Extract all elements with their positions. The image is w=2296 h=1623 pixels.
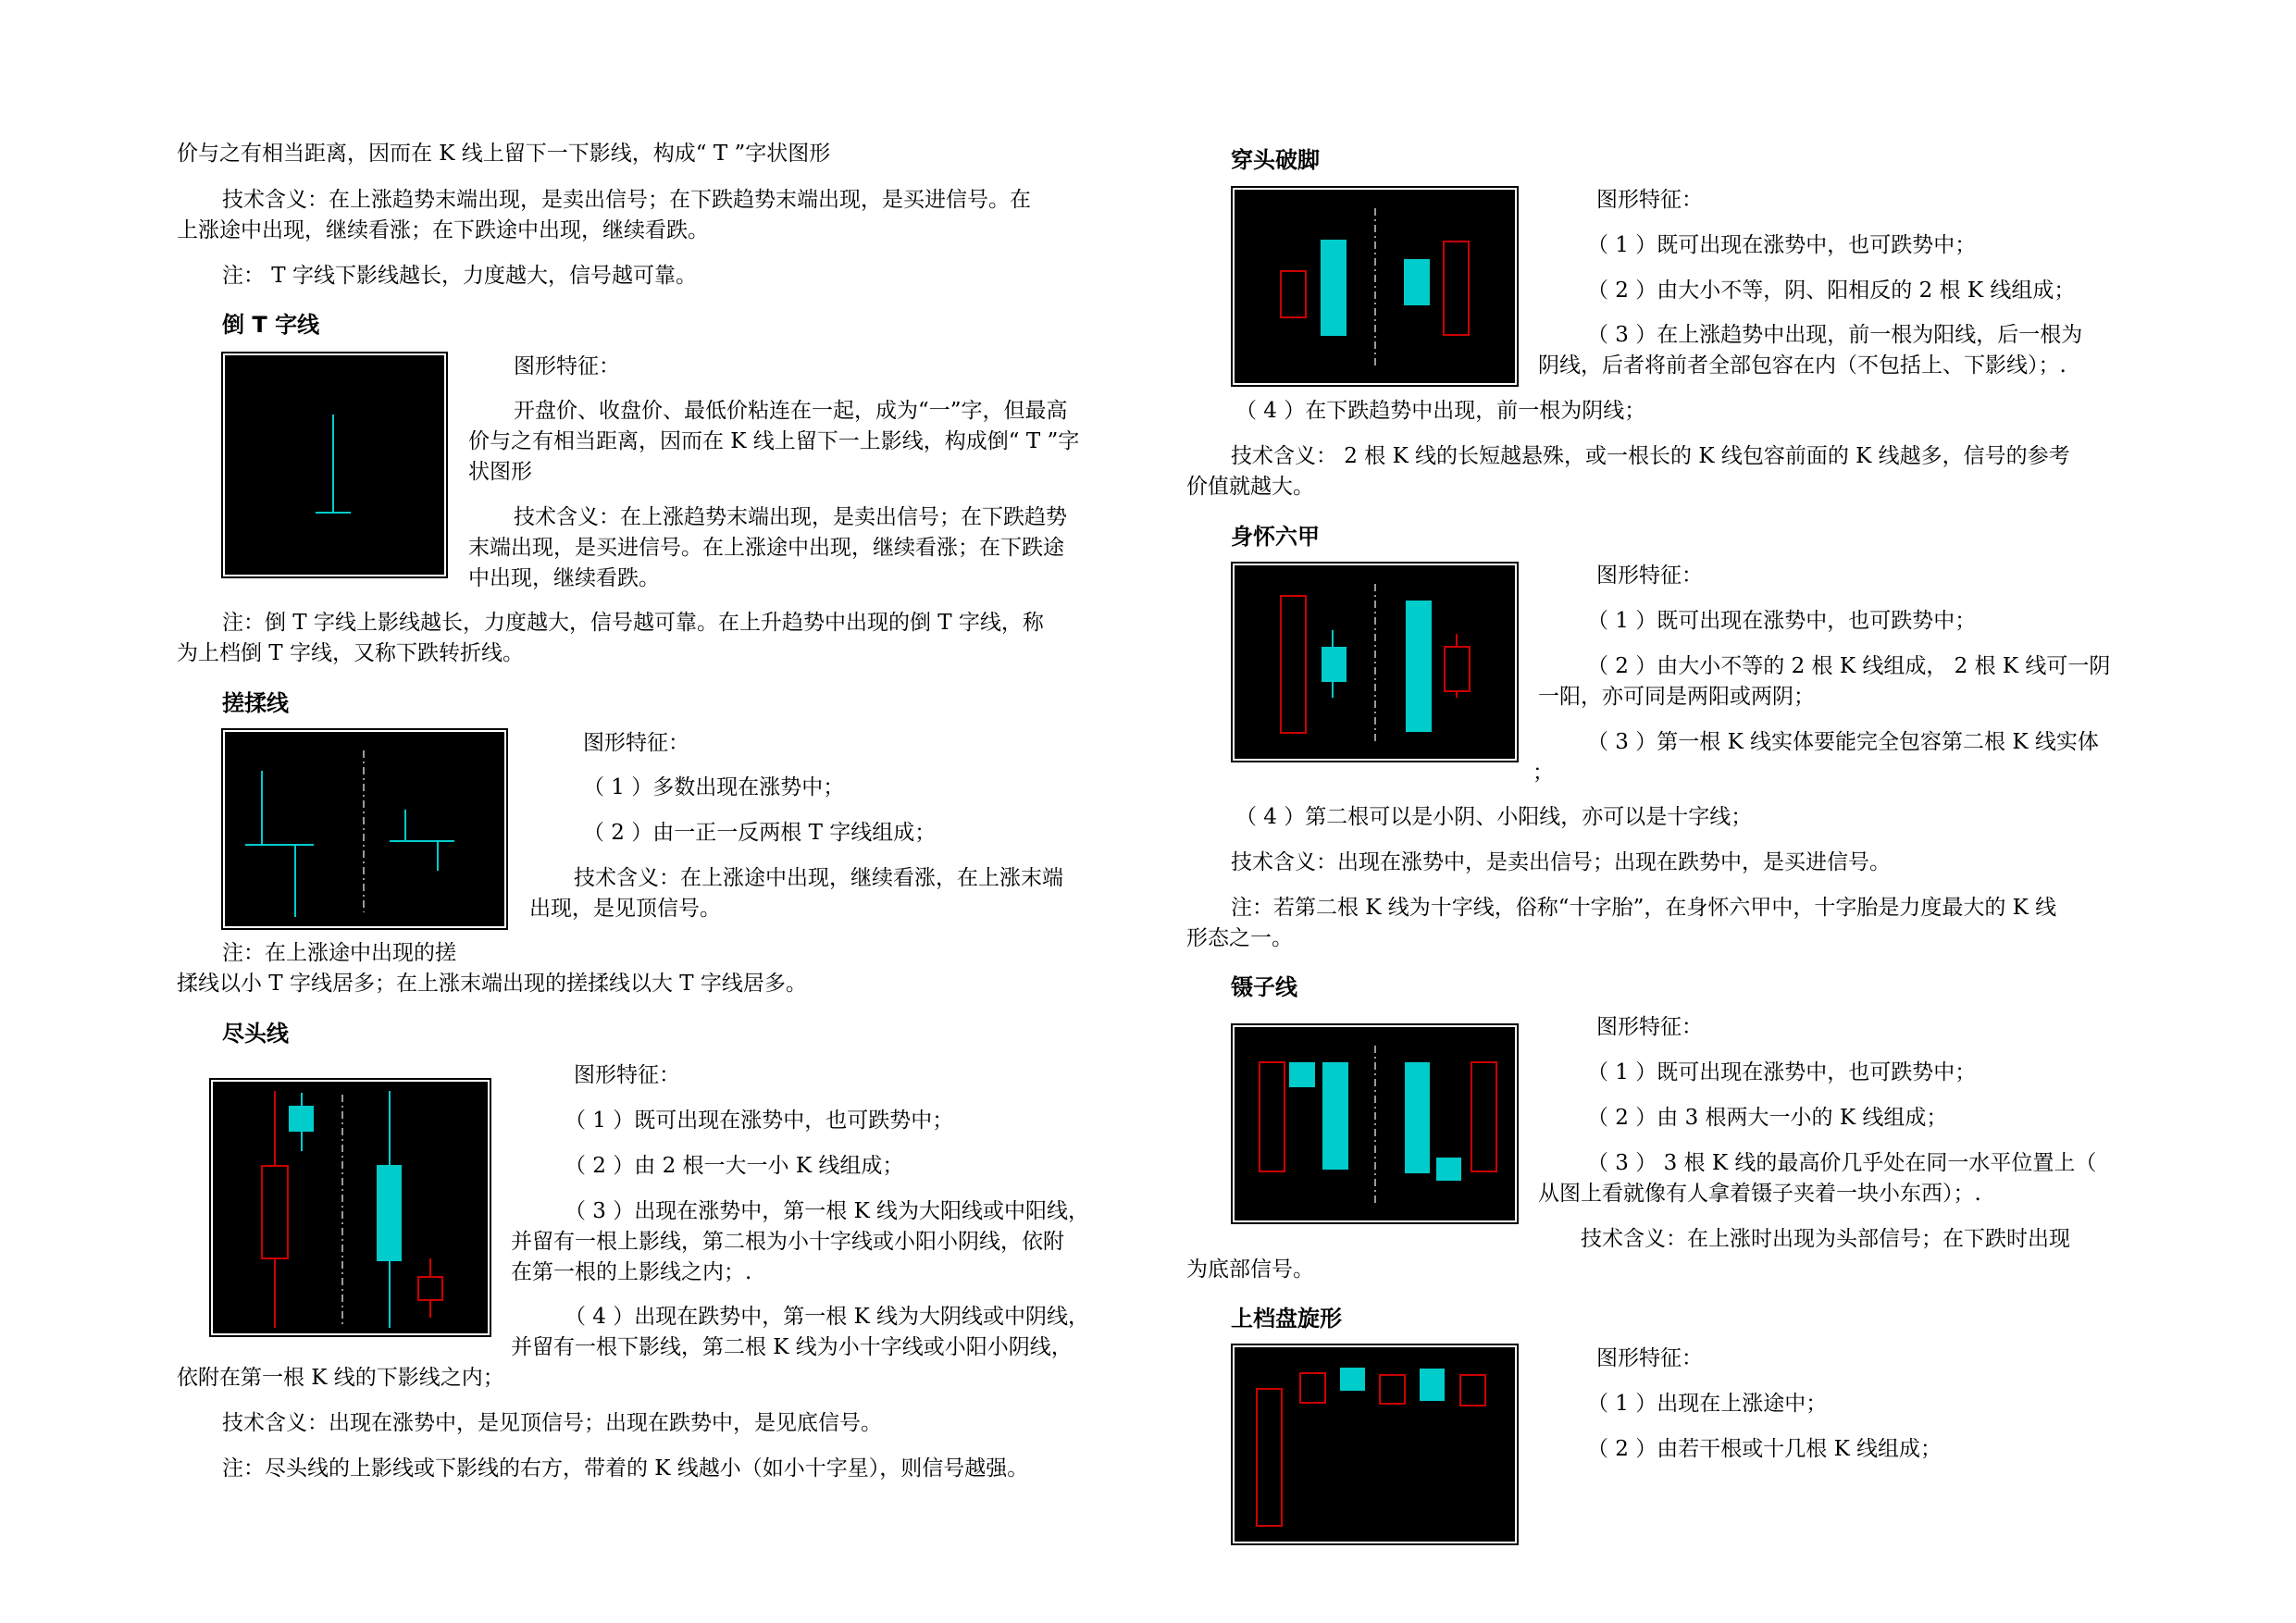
piercing-figure (1231, 186, 1519, 387)
piercing-tech: 技术含义： 2 根 K 线的长短越悬殊，或一根长的 K 线包容前面的 K 线越多，信号的参考 (1231, 444, 2070, 468)
section-title-piercing: 穿头破脚 (1231, 147, 1320, 173)
upper-consolidation-item: （ 1 ）出现在上涨途中； (1587, 1392, 1828, 1416)
harami-item: ； (1533, 761, 1554, 785)
tweezers-item: （ 2 ）由 3 根两大一小的 K 线组成； (1587, 1106, 1948, 1130)
tweezers-tech: 技术含义：在上涨时出现为头部信号；在下跌时出现 (1581, 1227, 2070, 1251)
harami-item: （ 3 ）第一根 K 线实体要能完全包容第二根 K 线实体 (1587, 730, 2099, 754)
continuation-line: 价与之有相当距离，因而在 K 线上留下一下影线，构成“ T ”字状图形 (177, 142, 831, 166)
inverted-t-desc: 开盘价、收盘价、最低价粘连在一起，成为“一”字，但最高 (514, 399, 1068, 423)
feature-label: 图形特征： (514, 354, 620, 378)
t-line-tech-text: 上涨途中出现，继续看涨；在下跌途中出现，继续看跌。 (177, 218, 709, 242)
feature-label: 图形特征： (583, 731, 689, 755)
piercing-item: （ 1 ）既可出现在涨势中，也可跌势中； (1587, 233, 1977, 257)
section-title-upper-consolidation: 上档盘旋形 (1231, 1306, 1342, 1332)
harami-tech: 技术含义：出现在涨势中，是卖出信号；出现在跌势中，是买进信号。 (1231, 850, 1891, 874)
rubbing-item: （ 2 ）由一正一反两根 T 字线组成； (583, 821, 937, 845)
exhaustion-item: （ 2 ）由 2 根一大一小 K 线组成； (565, 1154, 904, 1178)
feature-label: 图形特征： (1596, 564, 1703, 588)
exhaustion-tech: 技术含义：出现在涨势中，是见顶信号；出现在跌势中，是见底信号。 (222, 1411, 882, 1435)
upper-consolidation-chart (1235, 1347, 1515, 1542)
feature-label: 图形特征： (1596, 1015, 1703, 1039)
exhaustion-item: （ 4 ）出现在跌势中，第一根 K 线为大阴线或中阴线， (565, 1305, 1090, 1329)
exhaustion-item: 在第一根的上影线之内；. (511, 1260, 752, 1284)
inverted-t-line-figure (221, 352, 448, 578)
harami-item: （ 2 ）由大小不等的 2 根 K 线组成， 2 根 K 线可一阴 (1587, 654, 2111, 678)
harami-item: （ 1 ）既可出现在涨势中，也可跌势中； (1587, 609, 1977, 633)
exhaustion-item: （ 1 ）既可出现在涨势中，也可跌势中； (565, 1109, 954, 1133)
upper-consolidation-item: （ 2 ）由若干根或十几根 K 线组成； (1587, 1437, 1942, 1461)
feature-label: 图形特征： (1596, 188, 1703, 212)
exhaustion-line-chart (213, 1082, 488, 1333)
inverted-t-tech: 中出现，继续看跌。 (468, 566, 660, 590)
harami-item: （ 4 ）第二根可以是小阴、小阳线，亦可以是十字线； (1235, 805, 1753, 829)
piercing-item: 阴线，后者将前者全部包容在内（不包括上、下影线）；. (1538, 353, 2066, 378)
harami-figure (1231, 562, 1519, 762)
rubbing-line-chart (225, 732, 504, 926)
rubbing-note: 揉线以小 T 字线居多；在上涨末端出现的搓揉线以大 T 字线居多。 (177, 972, 807, 996)
exhaustion-item: 依附在第一根 K 线的下影线之内； (177, 1366, 504, 1390)
harami-note: 注：若第二根 K 线为十字线，俗称“十字胎”，在身怀六甲中，十字胎是力度最大的 K 线 (1231, 896, 2057, 920)
harami-item: 一阳，亦可同是两阳或两阴； (1538, 685, 1815, 709)
rubbing-note: 注：在上涨途中出现的搓 (222, 941, 456, 965)
inverted-t-line-chart (225, 355, 444, 575)
piercing-tech: 价值就越大。 (1186, 475, 1314, 499)
inverted-t-note: 为上档倒 T 字线，又称下跌转折线。 (177, 641, 524, 665)
piercing-item: （ 4 ）在下跌趋势中出现，前一根为阴线； (1235, 399, 1646, 423)
t-line-note: 注： T 字线下影线越长，力度越大，信号越可靠。 (222, 264, 697, 288)
feature-label: 图形特征： (574, 1063, 680, 1087)
section-title-exhaustion: 尽头线 (222, 1021, 289, 1047)
inverted-t-tech: 末端出现，是买进信号。在上涨途中出现，继续看涨；在下跌途 (468, 536, 1064, 560)
section-title-harami: 身怀六甲 (1231, 524, 1320, 550)
t-line-tech-text: 技术含义：在上涨趋势末端出现，是卖出信号；在下跌趋势末端出现，是买进信号。在 (222, 188, 1031, 212)
piercing-item: （ 2 ）由大小不等，阴、阳相反的 2 根 K 线组成； (1587, 279, 2076, 303)
harami-note: 形态之一。 (1186, 926, 1293, 950)
upper-consolidation-figure (1231, 1344, 1519, 1545)
inverted-t-note: 注：倒 T 字线上影线越长，力度越大，信号越可靠。在上升趋势中出现的倒 T 字线，称 (222, 611, 1044, 635)
rubbing-item: （ 1 ）多数出现在涨势中； (583, 775, 845, 799)
piercing-chart (1235, 190, 1515, 383)
tweezers-item: （ 1 ）既可出现在涨势中，也可跌势中； (1587, 1060, 1977, 1084)
section-title-tweezers: 镊子线 (1231, 974, 1297, 1000)
exhaustion-item: 并留有一根上影线，第二根为小十字线或小阳小阴线，依附 (511, 1230, 1064, 1254)
exhaustion-line-figure (209, 1078, 491, 1337)
feature-label: 图形特征： (1596, 1346, 1703, 1370)
harami-chart (1235, 565, 1515, 759)
tweezers-item: 从图上看就像有人拿着镊子夹着一块小东西）；. (1538, 1182, 1981, 1206)
rubbing-tech: 技术含义：在上涨途中出现，继续看涨，在上涨末端 (574, 866, 1063, 890)
tweezers-chart (1235, 1027, 1515, 1220)
inverted-t-tech: 技术含义：在上涨趋势末端出现，是卖出信号；在下跌趋势 (514, 505, 1067, 529)
section-title-inverted-t: 倒 T 字线 (222, 312, 320, 338)
tweezers-item: （ 3 ） 3 根 K 线的最高价几乎处在同一水平位置上（ (1587, 1151, 2097, 1175)
tweezers-tech: 为底部信号。 (1186, 1258, 1314, 1282)
exhaustion-item: （ 3 ）出现在涨势中，第一根 K 线为大阳线或中阳线， (565, 1199, 1090, 1223)
rubbing-tech: 出现，是见顶信号。 (529, 897, 721, 921)
section-title-rubbing: 搓揉线 (222, 690, 289, 716)
exhaustion-item: 并留有一根下影线，第二根 K 线为小十字线或小阳小阴线， (511, 1335, 1073, 1359)
inverted-t-desc: 状图形 (468, 460, 532, 484)
rubbing-line-figure (221, 728, 508, 930)
exhaustion-note: 注：尽头线的上影线或下影线的右方，带着的 K 线越小（如小十字星），则信号越强。 (222, 1456, 1029, 1481)
tweezers-figure (1231, 1023, 1519, 1224)
inverted-t-desc: 价与之有相当距离，因而在 K 线上留下一上影线，构成倒“ T ”字 (468, 429, 1080, 453)
piercing-item: （ 3 ）在上涨趋势中出现，前一根为阳线，后一根为 (1587, 323, 2083, 347)
